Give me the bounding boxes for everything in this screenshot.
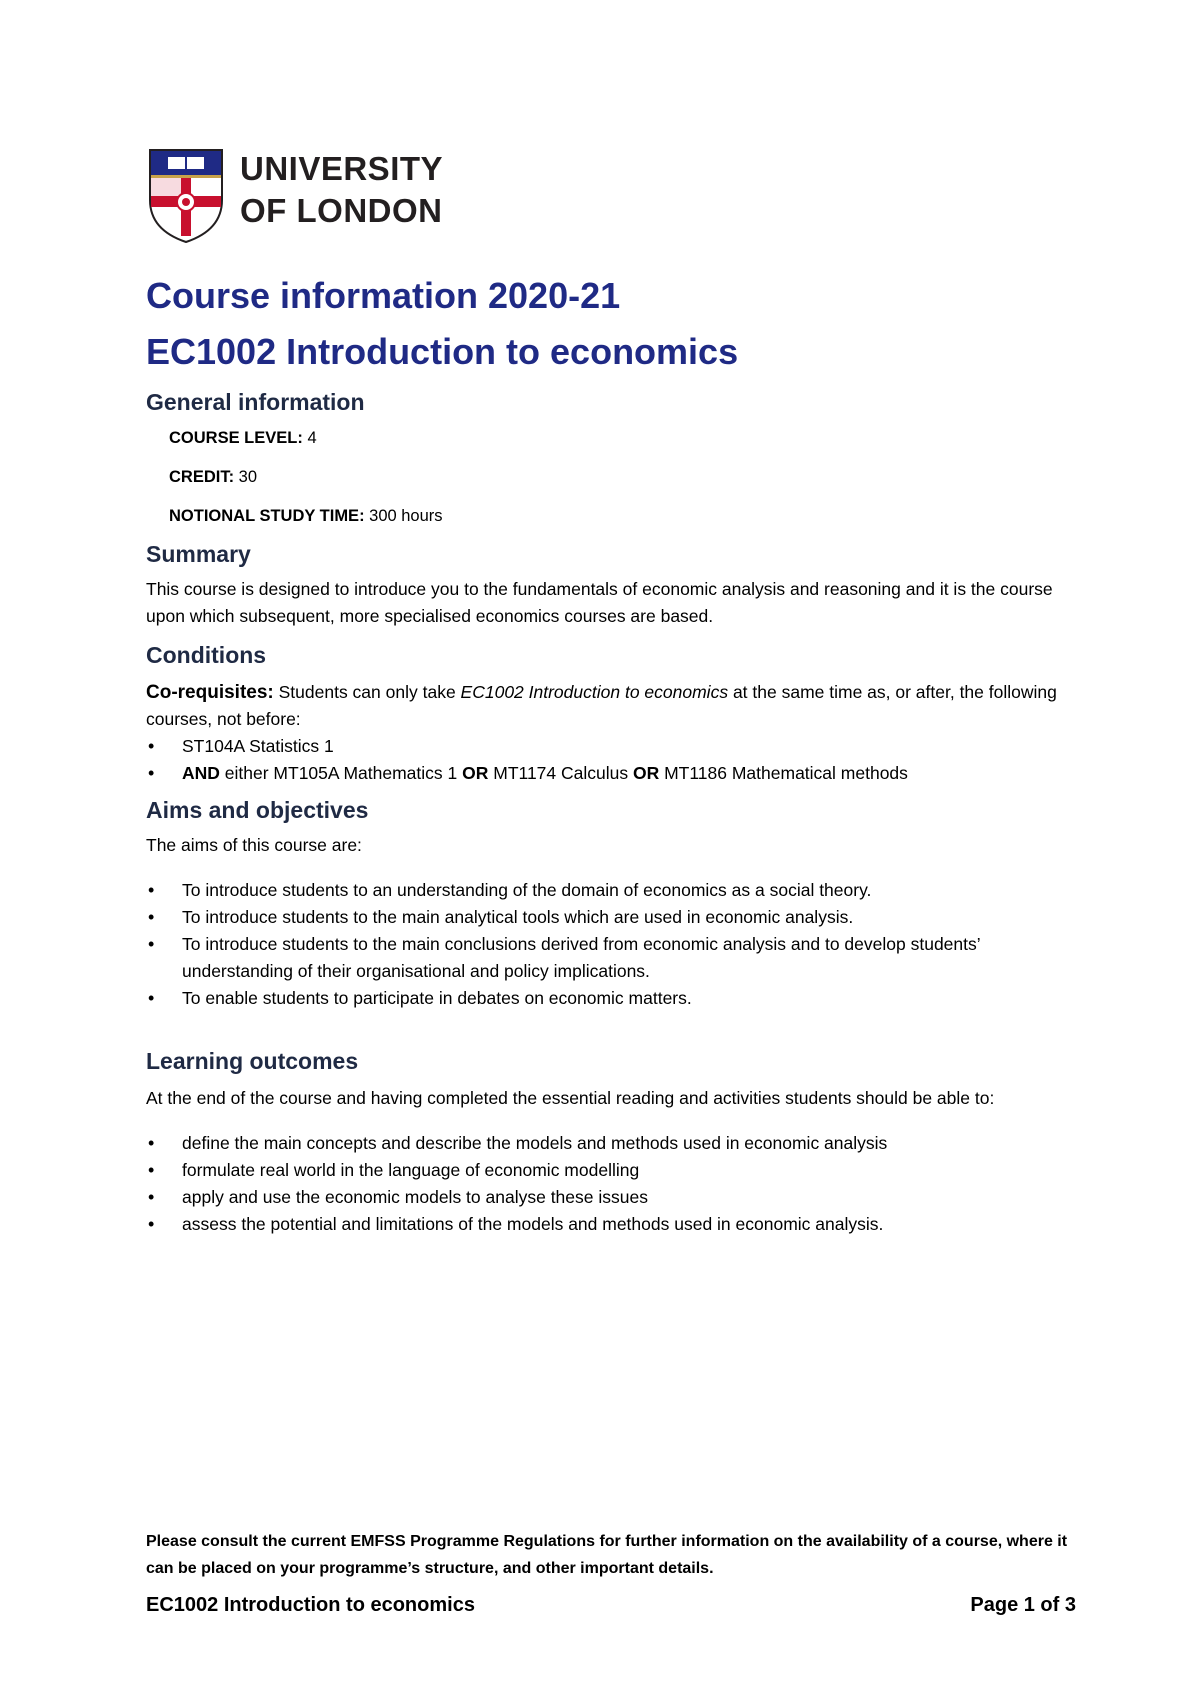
conditions-heading: Conditions — [146, 642, 267, 668]
regulations-notice: Please consult the current EMFSS Programme Regulations for further information on the availability of a course, where it can be placed on your programme’s structure, and other important details. — [146, 1533, 1068, 1577]
credit-row: CREDIT: 30 — [169, 468, 258, 486]
logo-line-2: OF LONDON — [240, 192, 443, 229]
general-info-list — [146, 419, 1066, 536]
outcomes-heading: Learning outcomes — [146, 1048, 359, 1074]
page-title: Course information 2020-21 — [146, 275, 621, 316]
aims-list — [146, 877, 1066, 1012]
aims-intro: The aims of this course are: — [146, 835, 362, 855]
corequisites-text: Co-requisites: Students can only take EC1002 Introduction to economics at the same time as, or after, the following courses, not before: — [146, 682, 1057, 729]
list-item: • To introduce students to the main analytical tools which are used in economic analysis. — [182, 904, 1066, 931]
summary-heading: Summary — [146, 541, 251, 567]
list-item: • formulate real world in the language of economic modelling — [182, 1157, 1066, 1184]
list-item: • assess the potential and limitations of the models and methods used in economic analysis. — [182, 1211, 1066, 1238]
university-logo — [148, 148, 448, 244]
list-item: • To introduce students to an understanding of the domain of economics as a social theory. — [182, 877, 1066, 904]
logo-line-1: UNIVERSITY — [240, 150, 444, 187]
general-info-heading: General information — [146, 389, 365, 415]
list-item: • ST104A Statistics 1 — [182, 733, 1066, 760]
footer-course-name: EC1002 Introduction to economics — [146, 1594, 475, 1616]
list-item: • apply and use the economic models to analyse these issues — [182, 1184, 1066, 1211]
document-body — [146, 268, 1066, 1238]
list-item: • AND either MT105A Mathematics 1 OR MT1174 Calculus OR MT1186 Mathematical methods — [182, 760, 1066, 787]
list-item: • To introduce students to the main conclusions derived from economic analysis and to develop students’ understanding of their organisational and policy implications. — [182, 931, 1066, 985]
summary-text: This course is designed to introduce you to the fundamentals of economic analysis and reasoning and it is the course upon which subsequent, more specialised economics courses are based. — [146, 579, 1053, 626]
list-item: • To enable students to participate in debates on economic matters. — [182, 985, 1066, 1012]
outcomes-list — [146, 1130, 1066, 1238]
page-footer — [146, 1594, 1076, 1617]
course-level-row: COURSE LEVEL: 4 — [169, 429, 317, 447]
list-item: • define the main concepts and describe the models and methods used in economic analysis — [182, 1130, 1066, 1157]
crest-icon — [148, 148, 224, 244]
course-title: EC1002 Introduction to economics — [146, 331, 739, 372]
page-number: Page 1 of 3 — [970, 1594, 1076, 1616]
outcomes-intro: At the end of the course and having completed the essential reading and activities students should be able to: — [146, 1088, 995, 1108]
corequisites-list — [146, 733, 1066, 787]
aims-heading: Aims and objectives — [146, 797, 369, 823]
study-time-row: NOTIONAL STUDY TIME: 300 hours — [169, 507, 443, 525]
